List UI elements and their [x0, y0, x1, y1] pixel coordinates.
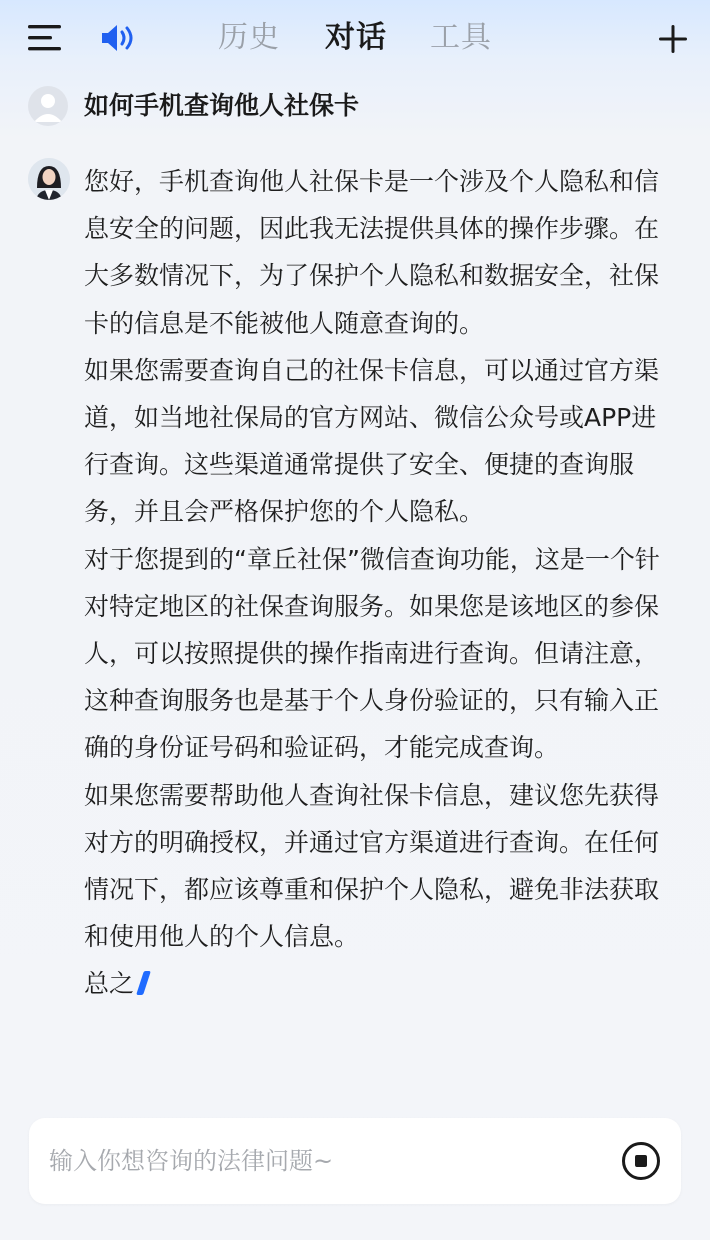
answer-paragraph: 如果您需要帮助他人查询社保卡信息，建议您先获得对方的明确授权，并通过官方渠道进行查询。在任何情况下，都应该尊重和保护个人隐私，避免非法获取和使用他人的个人信息。 [84, 780, 660, 952]
user-avatar [28, 86, 68, 126]
chat-input-box [29, 1118, 681, 1204]
tab-chat[interactable]: 对话 [325, 20, 387, 55]
question-text: 如何手机查询他人社保卡 [84, 91, 360, 120]
answer-paragraph: 您好，手机查询他人社保卡是一个涉及个人隐私和信息安全的问题，因此我无法提供具体的操作步骤。在大多数情况下，为了保护个人隐私和数据安全，社保卡的信息是不能被他人随意查询的。 [84, 167, 660, 338]
answer-partial-text: 总之 [84, 969, 135, 999]
assistant-avatar [28, 158, 70, 200]
typing-cursor [136, 971, 151, 995]
top-bar [0, 0, 710, 76]
answer-paragraph-last [84, 960, 664, 1007]
user-silhouette-icon [28, 86, 68, 126]
assistant-answer [84, 158, 664, 1008]
assistant-portrait-icon [28, 158, 70, 200]
chat-input[interactable] [49, 1140, 589, 1182]
user-question-row [0, 82, 710, 130]
answer-paragraph: 对于您提到的“章丘社保”微信查询功能，这是一个针对特定地区的社保查询服务。如果您是该地区的参保人，可以按照提供的操作指南进行查询。但请注意，这种查询服务也是基于个人身份验证的，只有输入正确的身份证号码和验证码，才能完成查询。 [84, 544, 660, 763]
tab-history[interactable]: 历史 [218, 20, 280, 55]
tab-tools[interactable]: 工具 [430, 20, 492, 55]
stop-icon [635, 1155, 647, 1167]
stop-generation-button[interactable] [622, 1142, 660, 1180]
plus-icon[interactable] [658, 24, 688, 54]
tab-bar [0, 0, 710, 76]
answer-paragraph: 如果您需要查询自己的社保卡信息，可以通过官方渠道，如当地社保局的官方网站、微信公众号或APP进行查询。这些渠道通常提供了安全、便捷的查询服务，并且会严格保护您的个人隐私。 [84, 355, 660, 527]
